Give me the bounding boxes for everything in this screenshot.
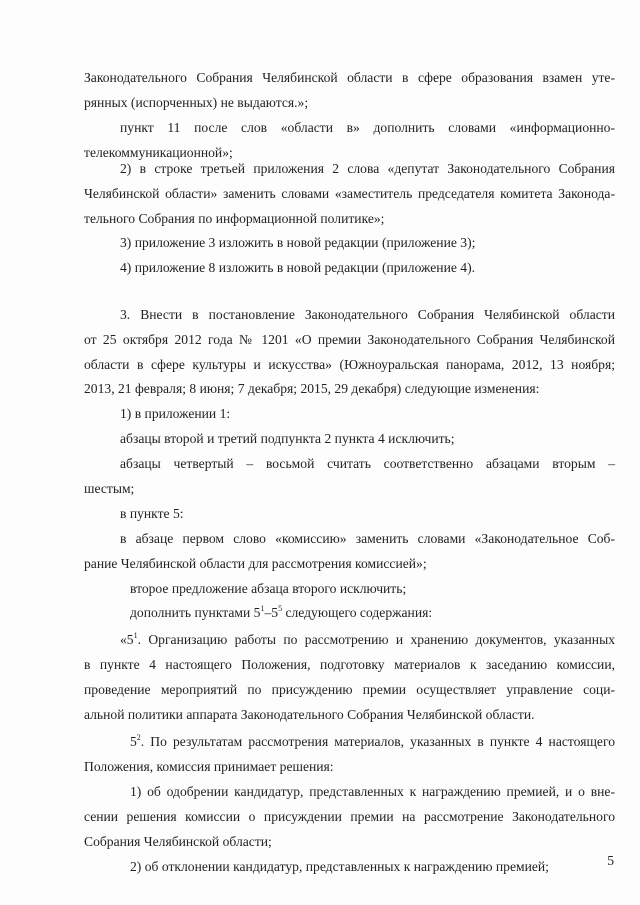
text-line: шестым; [84, 481, 135, 496]
text-line: в пункте 5: [120, 506, 184, 521]
text-line: 1) в приложении 1: [120, 406, 231, 421]
text-line: в пункте 4 настоящего Положения, подготовку материалов к заседанию комиссии, [84, 657, 615, 672]
text-line: 2013, 21 февраля; 8 июня; 7 декабря; 2015, 29 декабря) следующие изменения: [84, 381, 540, 396]
text-line: проведение мероприятий по присуждению премии осуществляет управление соци- [84, 682, 615, 697]
text-line: 2) об отклонении кандидатур, представленных к награждению премией; [130, 859, 549, 874]
text-line: 1) об одобрении кандидатур, представленных к награждению премией, и о вне- [130, 784, 615, 799]
text-line: абзацы четвертый – восьмой считать соответственно абзацами вторым – [120, 456, 615, 471]
text-line: от 25 октября 2012 года № 1201 «О премии Законодательного Собрания Челябинской [84, 332, 615, 347]
text-line: дополнить пунктами $5^1-5^5$ следующего содержания: [130, 604, 433, 620]
text-line: 3. Внести в постановление Законодательного Собрания Челябинской области [120, 307, 615, 322]
text-line: рянных (испорченных) не выдаются.»; [84, 95, 309, 110]
text-line: абзацы второй и третий подпункта 2 пункта 4 исключить; [120, 431, 455, 446]
text-line: второе предложение абзаца второго исключить; [130, 581, 407, 596]
text-line: Положения, комиссия принимает решения: [84, 759, 334, 774]
text-line: в абзаце первом слово «комиссию» заменить словами «Законодательное Соб- [120, 531, 615, 546]
text-line: «$5^1$. Организацию работы по рассмотрению и хранению документов, указанных [120, 631, 615, 647]
text-line: Челябинской области» заменить словами «заместитель председателя комитета Законода- [84, 186, 615, 201]
text-line: $5^2$. По результатам рассмотрения материалов, указанных в пункте 4 настоящего [130, 733, 615, 749]
text-line: 2) в строке третьей приложения 2 слова «депутат Законодательного Собрания [120, 161, 615, 176]
page-number: 5 [607, 853, 614, 868]
text-line: 3) приложение 3 изложить в новой редакции (приложение 3); [120, 235, 476, 250]
text-line: 4) приложение 8 изложить в новой редакции (приложение 4). [120, 260, 476, 275]
text-line: Законодательного Собрания Челябинской области в сфере образования взамен уте- [84, 70, 615, 85]
text-line: тельного Собрания по информационной политике»; [84, 211, 385, 226]
text-line: Собрания Челябинской области; [84, 834, 272, 849]
text-line: сении решения комиссии о присуждении премии на рассмотрение Законодательного [84, 809, 615, 824]
text-line: альной политики аппарата Законодательного Собрания Челябинской области. [84, 707, 535, 722]
text-line: телекоммуникационной»; [84, 145, 233, 160]
text-line: рание Челябинской области для рассмотрения комиссией»; [84, 556, 427, 571]
text-line: пункт 11 после слов «области в» дополнить словами «информационно- [120, 120, 615, 135]
text-line: области в сфере культуры и искусства» (Южноуральская панорама, 2012, 13 ноября; [84, 357, 615, 372]
